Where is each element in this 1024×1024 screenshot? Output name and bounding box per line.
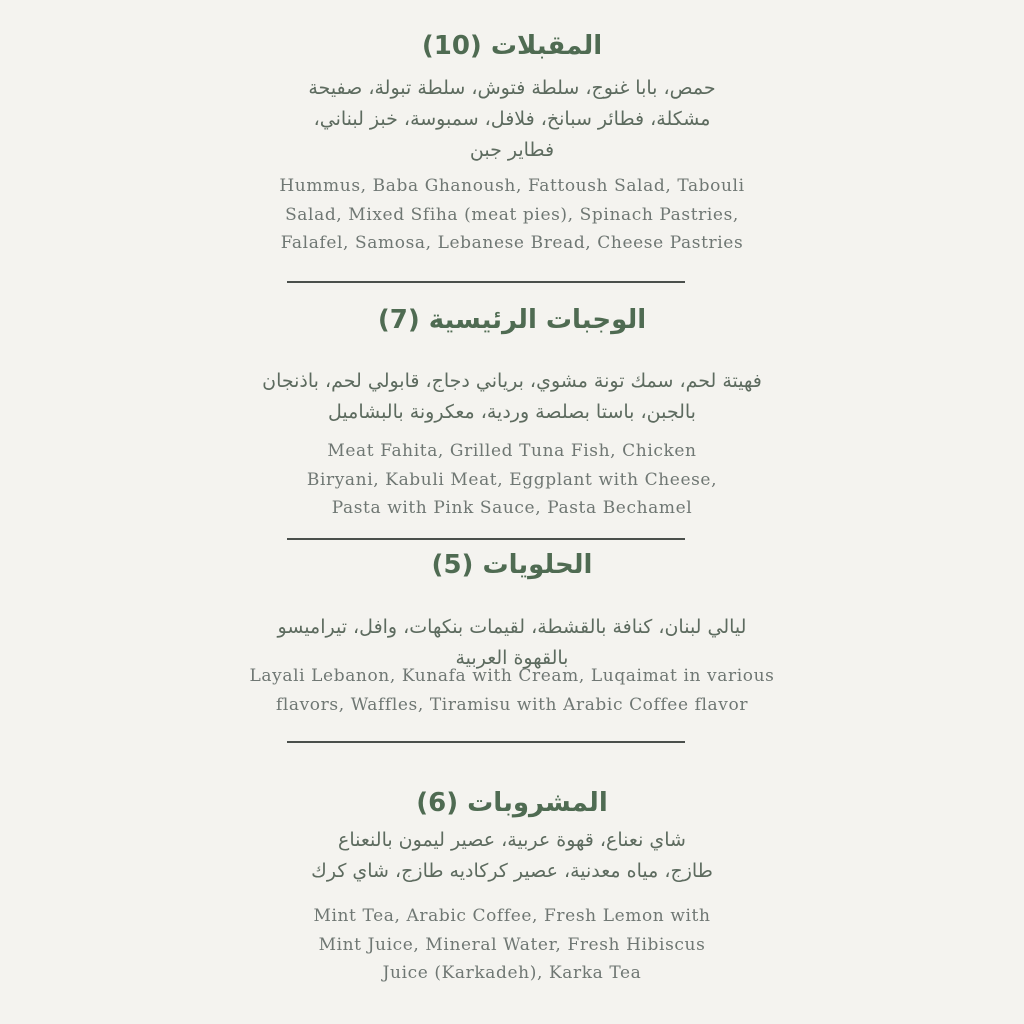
appetizers-title: المقبلات (10)	[421, 31, 603, 61]
desserts-arabic-list: ليالي لبنان، كنافة بالقشطة، لقيمات بنكهات، وافل، تيراميسو بالقهوة العربية	[277, 616, 747, 669]
desserts-english-list: Layali Lebanon, Kunafa with Cream, Luqaimat in various flavors, Waffles, Tiramisu with Arabic Coffee flavor	[249, 666, 775, 715]
main-courses-arabic-list: فهيتة لحم، سمك تونة مشوي، برياني دجاج، قابولي لحم، باذنجان بالجبن، باستا بصلصة وردية، معكرونة بالبشاميل	[262, 370, 762, 423]
divider-2	[287, 538, 685, 540]
beverages-title: المشروبات (6)	[416, 788, 608, 818]
desserts-title: الحلويات (5)	[431, 550, 593, 580]
appetizers-arabic-list: حمص، بابا غنوج، سلطة فتوش، سلطة تبولة، صفيحة مشكلة، فطائر سبانخ، فلافل، سمبوسة، خبز لبناني، فطاير جبن	[308, 77, 716, 161]
appetizers-english-list: Hummus, Baba Ghanoush, Fattoush Salad, Tabouli Salad, Mixed Sfiha (meat pies), Spinach Pastries, Falafel, Samosa, Lebanese Bread, Cheese Pastries	[279, 176, 745, 253]
divider-3	[287, 741, 685, 743]
main-courses-english-list: Meat Fahita, Grilled Tuna Fish, Chicken Biryani, Kabuli Meat, Eggplant with Cheese, Pasta with Pink Sauce, Pasta Bechamel	[306, 441, 718, 518]
divider-1	[287, 281, 685, 283]
main-courses-title: الوجبات الرئيسية (7)	[377, 305, 647, 335]
beverages-english-list: Mint Tea, Arabic Coffee, Fresh Lemon with Mint Juice, Mineral Water, Fresh Hibiscus Juice (Karkadeh), Karka Tea	[313, 906, 711, 983]
beverages-arabic-list: شاي نعناع، قهوة عربية، عصير ليمون بالنعناع طازج، مياه معدنية، عصير كركاديه طازج، شاي كرك	[311, 829, 713, 882]
